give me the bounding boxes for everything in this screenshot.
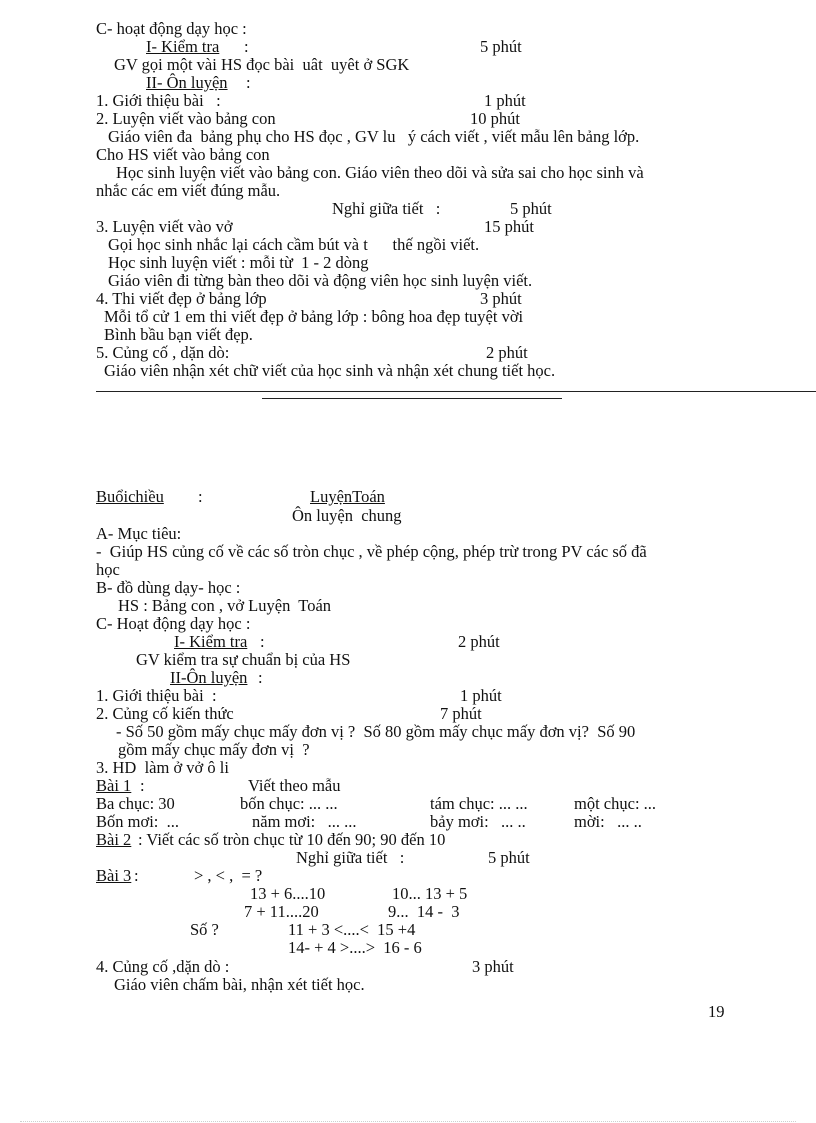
step-3-line-1: Gọi học sinh nhắc lại cách cầm bút và t thế ngồi viết. bbox=[108, 235, 480, 254]
step-4-title: 4. Thi viết đẹp ở bảng lớp bbox=[96, 289, 267, 308]
exercise-1-item: tám chục: ... ... bbox=[430, 794, 528, 813]
goal-line-2: học bbox=[96, 560, 120, 579]
check-colon: : bbox=[244, 37, 249, 56]
goal-heading: A- Mục tiêu: bbox=[96, 524, 182, 543]
step-2-line-3: Học sinh luyện viết vào bảng con. Giáo viên theo dõi và sửa sai cho học sinh và bbox=[116, 163, 644, 182]
check-description-2: GV kiểm tra sự chuẩn bị của HS bbox=[136, 650, 351, 669]
exercise-1-item: một chục: ... bbox=[574, 794, 657, 813]
step-1-time-2: 1 phút bbox=[460, 686, 502, 705]
exercise-1-item: năm mơi: ... ... bbox=[252, 812, 357, 831]
tools-heading: B- đồ dùng dạy- học : bbox=[96, 578, 241, 597]
step-2-time: 10 phút bbox=[470, 109, 520, 128]
step-1-title-2: 1. Giới thiệu bài : bbox=[96, 686, 217, 705]
goal-line-1: - Giúp HS củng cố về các số tròn chục , về phép cộng, phép trừ trong PV các số đã bbox=[96, 542, 647, 561]
exercise-3-signs: > , < , = ? bbox=[194, 866, 263, 885]
step-4-time: 3 phút bbox=[480, 289, 522, 308]
step-3-line-3: Giáo viên đi từng bàn theo dõi và động viên học sinh luyện viết. bbox=[108, 271, 533, 290]
check-time-2: 2 phút bbox=[458, 632, 500, 651]
lesson-title: Ôn luyện chung bbox=[292, 506, 402, 525]
step-2-line-1: Giáo viên đa bảng phụ cho HS đọc , GV lu ý cách viết , viết mẫu lên bảng lớp. bbox=[108, 127, 640, 146]
exercise-3-item: 9... 14 - 3 bbox=[388, 902, 460, 921]
step-3-title: 3. Luyện viết vào vở bbox=[96, 217, 233, 236]
check-time: 5 phút bbox=[480, 37, 522, 56]
exercise-1-label: Bài 1 bbox=[96, 776, 132, 795]
tools-line: HS : Bảng con , vở Luyện Toán bbox=[118, 596, 332, 615]
step-1-time: 1 phút bbox=[484, 91, 526, 110]
step-2-line-2-2: gồm mấy chục mấy đơn vị ? bbox=[118, 740, 310, 759]
exercise-3-item: 13 + 6....10 bbox=[250, 884, 326, 903]
check-label-2: I- Kiểm tra bbox=[174, 632, 248, 651]
step-2-title-2: 2. Củng cố kiến thức bbox=[96, 704, 234, 723]
exercise-1-item: bốn chục: ... ... bbox=[240, 794, 338, 813]
step-1-title: 1. Giới thiệu bài : bbox=[96, 91, 221, 110]
exercise-1-task: Viết theo mẫu bbox=[248, 776, 341, 795]
exercise-2-label: Bài 2 bbox=[96, 830, 132, 849]
session-label: Buổichiều bbox=[96, 487, 164, 506]
exercise-3-label: Bài 3 bbox=[96, 866, 132, 885]
exercise-3-item: 11 + 3 <....< 15 +4 bbox=[288, 920, 416, 939]
review-colon-2: : bbox=[258, 668, 263, 687]
heading-activities: C- hoạt động dạy học : bbox=[96, 19, 247, 38]
step-5-time: 2 phút bbox=[486, 343, 528, 362]
step-3-title-2: 3. HD làm ở vở ô li bbox=[96, 758, 229, 777]
step-2-title: 2. Luyện viết vào bảng con bbox=[96, 109, 276, 128]
divider-line bbox=[96, 391, 816, 392]
subject-title: LuyệnToán bbox=[310, 487, 385, 506]
step-4-title-2: 4. Củng cố ,dặn dò : bbox=[96, 957, 230, 976]
exercise-3-item: 14- + 4 >....> 16 - 6 bbox=[288, 938, 422, 957]
step-2-line-2: Cho HS viết vào bảng con bbox=[96, 145, 270, 164]
exercise-1-colon: : bbox=[140, 776, 145, 795]
step-2-line-4: nhắc các em viết đúng mẫu. bbox=[96, 181, 281, 200]
check-colon-2: : bbox=[260, 632, 265, 651]
exercise-1-item: Bốn mơi: ... bbox=[96, 812, 179, 831]
review-colon: : bbox=[246, 73, 251, 92]
session-colon: : bbox=[198, 487, 203, 506]
step-3-time: 15 phút bbox=[484, 217, 534, 236]
exercise-2-text: : Viết các số tròn chục từ 10 đến 90; 90 đến 10 bbox=[138, 830, 446, 849]
break-label-2: Nghỉ giữa tiết : bbox=[296, 848, 405, 867]
check-description: GV gọi một vài HS đọc bài uât uyêt ở SGK bbox=[114, 55, 410, 74]
exercise-1-item: bảy mơi: ... .. bbox=[430, 812, 526, 831]
step-4-line-1-2: Giáo viên chấm bài, nhận xét tiết học. bbox=[114, 975, 365, 994]
step-3-line-2: Học sinh luyện viết : mỗi từ 1 - 2 dòng bbox=[108, 253, 369, 272]
page-number: 19 bbox=[708, 1002, 725, 1021]
step-2-time-2: 7 phút bbox=[440, 704, 482, 723]
divider-line-short bbox=[262, 398, 562, 399]
step-5-line-1: Giáo viên nhận xét chữ viết của học sinh và nhận xét chung tiết học. bbox=[104, 361, 556, 380]
exercise-3-item: 10... 13 + 5 bbox=[392, 884, 468, 903]
exercise-3-item: 7 + 11....20 bbox=[244, 902, 319, 921]
check-label: I- Kiểm tra bbox=[146, 37, 220, 56]
break-time: 5 phút bbox=[510, 199, 552, 218]
exercise-1-item: mời: ... .. bbox=[574, 812, 642, 831]
step-4-time-2: 3 phút bbox=[472, 957, 514, 976]
review-label-2: II-Ôn luyện bbox=[170, 668, 248, 687]
step-2-line-1-2: - Số 50 gồm mấy chục mấy đơn vị ? Số 80 gồm mấy chục mấy đơn vị? Số 90 bbox=[116, 722, 636, 741]
exercise-1-item: Ba chục: 30 bbox=[96, 794, 175, 813]
activity-heading: C- Hoạt động dạy học : bbox=[96, 614, 251, 633]
bottom-border bbox=[20, 1121, 796, 1122]
exercise-3-number-prompt: Số ? bbox=[190, 920, 219, 939]
step-5-title: 5. Củng cố , dặn dò: bbox=[96, 343, 230, 362]
break-label: Nghỉ giữa tiết : bbox=[332, 199, 441, 218]
review-label: II- Ôn luyện bbox=[146, 73, 228, 92]
exercise-3-colon: : bbox=[134, 866, 139, 885]
step-4-line-1: Mỗi tổ cử 1 em thi viết đẹp ở bảng lớp : bông hoa đẹp tuyệt vời bbox=[104, 307, 524, 326]
step-4-line-2: Bình bầu bạn viết đẹp. bbox=[104, 325, 253, 344]
break-time-2: 5 phút bbox=[488, 848, 530, 867]
